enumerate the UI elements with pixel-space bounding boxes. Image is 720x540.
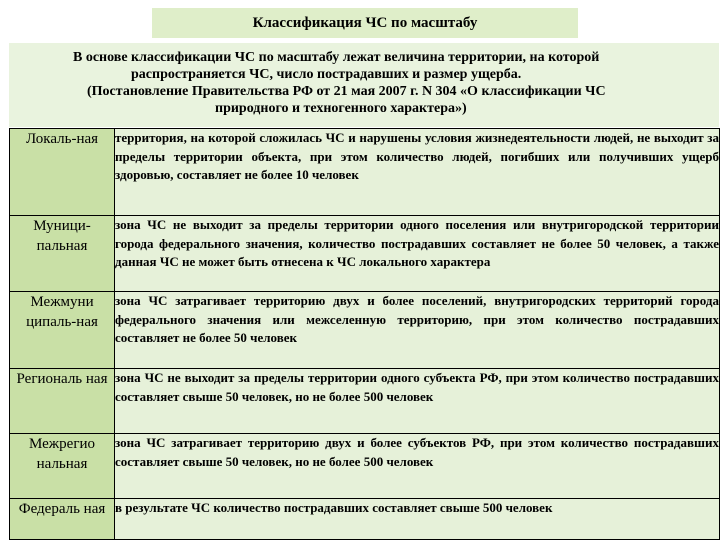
description-cell: зона ЧС не выходит за пределы территории одного субъекта РФ, при этом количество пострадавших составляет свыше 50 человек, но не более 500 человек (115, 369, 720, 434)
page-title (152, 8, 578, 38)
intro-line: распространяется ЧС, число пострадавших и размер ущерба. (131, 67, 522, 82)
classification-table (9, 128, 720, 540)
intro-paragraph (9, 43, 719, 127)
table-row-local (10, 129, 720, 216)
description-cell: территория, на которой сложилась ЧС и нарушены условия жизнедеятельности людей, не выходит за пределы территории объекта, при этом количество людей, погибших или получивших ущерб здоровью, составляет не более 10 человек (115, 129, 720, 216)
table-row-interregional (10, 434, 720, 499)
category-cell: Локаль-ная (10, 129, 115, 216)
description-cell: в результате ЧС количество пострадавших составляет свыше 500 человек (115, 499, 720, 540)
page-title-text: Классификация ЧС по масштабу (252, 14, 478, 31)
description-cell: зона ЧС затрагивает территорию двух и более субъектов РФ, при этом количество пострадавших составляет свыше 50 человек, но не более 500 человек (115, 434, 720, 499)
table-row-regional (10, 369, 720, 434)
category-cell: Межмуни ципаль-ная (10, 292, 115, 369)
intro-line: (Постановление Правительства РФ от 21 мая 2007 г. N 304 «О классификации ЧС (87, 84, 606, 99)
table-row-federal (10, 499, 720, 540)
category-cell: Федераль ная (10, 499, 115, 540)
description-cell: зона ЧС не выходит за пределы территории одного поселения или внутригородской территории города федерального значения, количество пострадавших составляет не более 50 человек, а также данная ЧС не может быть отнесена к ЧС локального характера (115, 216, 720, 292)
intro-line: природного и техногенного характера») (215, 101, 467, 116)
table-row-municipal (10, 216, 720, 292)
category-cell: Региональ ная (10, 369, 115, 434)
table-row-intermunicipal (10, 292, 720, 369)
category-cell: Межрегио нальная (10, 434, 115, 499)
intro-line: В основе классификации ЧС по масштабу лежат величина территории, на которой (73, 50, 600, 65)
description-cell: зона ЧС затрагивает территорию двух и более поселений, внутригородских территорий города федерального значения или межселенную территорию, при этом количество пострадавших составляет не более 50 человек (115, 292, 720, 369)
category-cell: Муници-пальная (10, 216, 115, 292)
